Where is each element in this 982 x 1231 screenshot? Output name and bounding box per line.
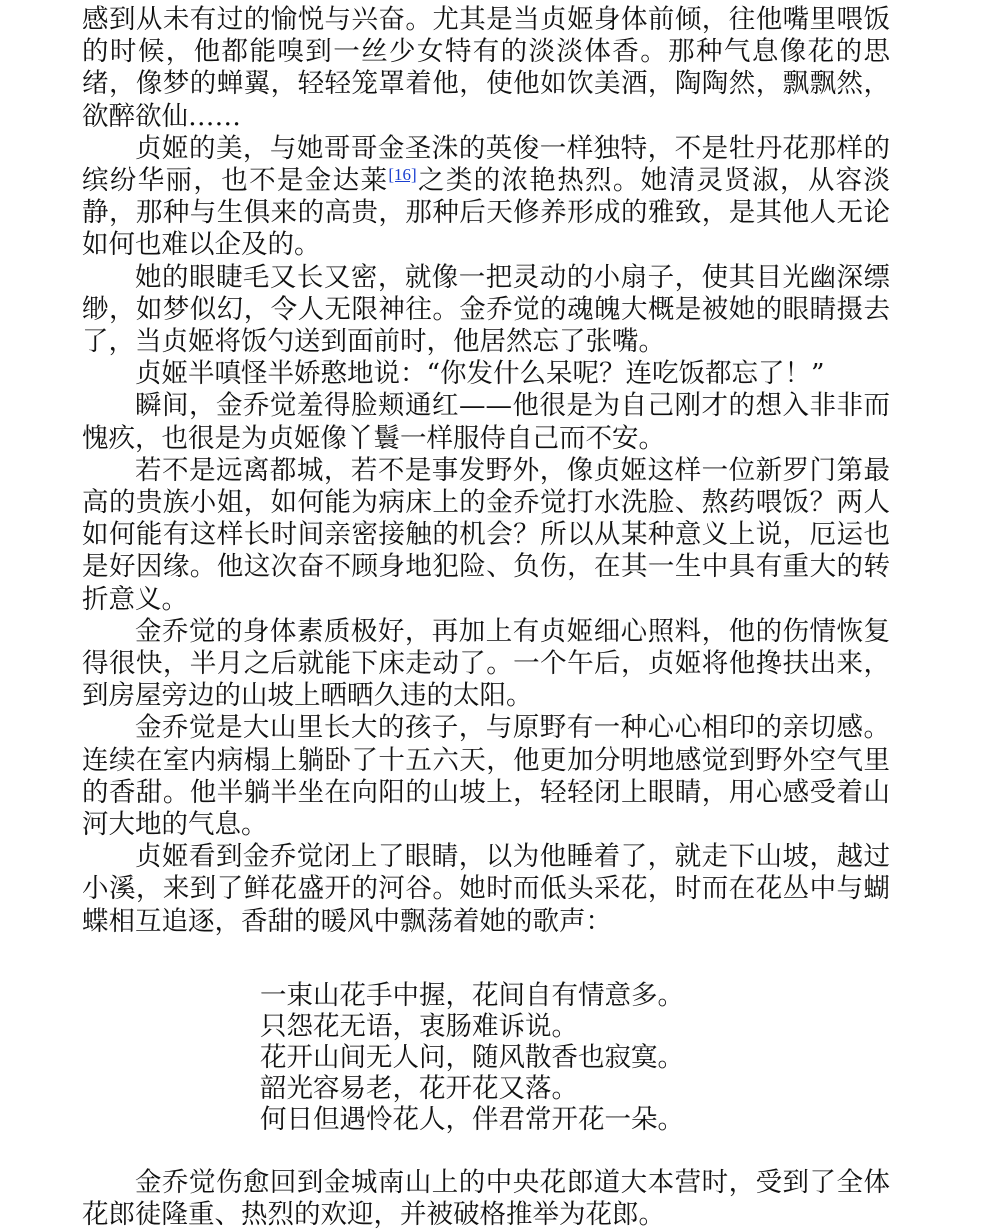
paragraph-4: 贞姬半嗔怪半娇憨地说：“你发什么呆呢？连吃饭都忘了！” [135, 358, 825, 390]
paragraph-9: 贞姬看到金乔觉闭上了眼睛，以为他睡着了，就走下山坡，越过小溪，来到了鲜花盛开的河谷。她时而低头采花，时而在花丛中与蝴蝶相互追逐，香甜的暖风中飘荡着她的歌声： [82, 841, 890, 937]
paragraph-7: 金乔觉的身体素质极好，再加上有贞姬细心照料，他的伤情恢复得很快，半月之后就能下床走动了。一个午后，贞姬将他搀扶出来，到房屋旁边的山坡上晒晒久违的太阳。 [82, 615, 890, 712]
paragraph-6: 若不是远离都城，若不是事发野外，像贞姬这样一位新罗门第最高的贵族小姐，如何能为病床上的金乔觉打水洗脸、熬药喂饭？两人如何能有这样长时间亲密接触的机会？所以从某种意义上说，厄运也是好因缘。他这次奋不顾身地犯险、负伤，在其一生中具有重大的转折意义。 [82, 454, 890, 615]
poem-line-4: 韶光容易老，花开花又落。 [260, 1072, 578, 1104]
document-page [82, 4, 890, 1231]
paragraph-5: 瞬间，金乔觉羞得脸颊通红——他很是为自己刚才的想入非非而愧疚，也很是为贞姬像丫鬟一样服侍自己而不安。 [82, 390, 890, 454]
paragraph-3: 她的眼睫毛又长又密，就像一把灵动的小扇子，使其目光幽深缥缈，如梦似幻，令人无限神往。金乔觉的魂魄大概是被她的眼睛摄去了，当贞姬将饭勺送到面前时，他居然忘了张嘴。 [82, 261, 890, 358]
poem-line-2: 只怨花无语，衷肠难诉说。 [260, 1010, 578, 1042]
poem-line-5: 何日但遇怜花人，伴君常开花一朵。 [260, 1103, 684, 1135]
paragraph-2 [82, 133, 890, 262]
poem-block [82, 980, 890, 1135]
paragraph-1: 感到从未有过的愉悦与兴奋。尤其是当贞姬身体前倾，往他嘴里喂饭的时候，他都能嗅到一丝少女特有的淡淡体香。那种气息像花的思绪，像梦的蝉翼，轻轻笼罩着他，使他如饮美酒，陶陶然，飘飘然，欲醉欲仙…… [82, 4, 890, 132]
closing-paragraph: 金乔觉伤愈回到金城南山上的中央花郎道大本营时，受到了全体花郎徒隆重、热烈的欢迎，并被破格推举为花郎。 [82, 1166, 890, 1231]
poem-line-3: 花开山间无人问，随风散香也寂寞。 [260, 1041, 684, 1073]
paragraph-8: 金乔觉是大山里长大的孩子，与原野有一种心心相印的亲切感。连续在室内病榻上躺卧了十五六天，他更加分明地感觉到野外空气里的香甜。他半躺半坐在向阳的山坡上，轻轻闭上眼睛，用心感受着山河大地的气息。 [82, 712, 890, 841]
paragraph-2-text-after: 之类的浓艳热烈。她清灵贤淑，从容淡静，那种与生俱来的高贵，那种后天修养形成的雅致，是其他人无论如何也难以企及的。 [82, 165, 891, 261]
paragraph-2-text-before: 贞姬的美，与她哥哥金圣洙的英俊一样独特，不是牡丹花那样的缤纷华丽，也不是金达莱 [82, 132, 890, 197]
poem-line-1: 一束山花手中握，花间自有情意多。 [260, 979, 684, 1011]
footnote-link-16[interactable]: [16] [388, 165, 417, 185]
